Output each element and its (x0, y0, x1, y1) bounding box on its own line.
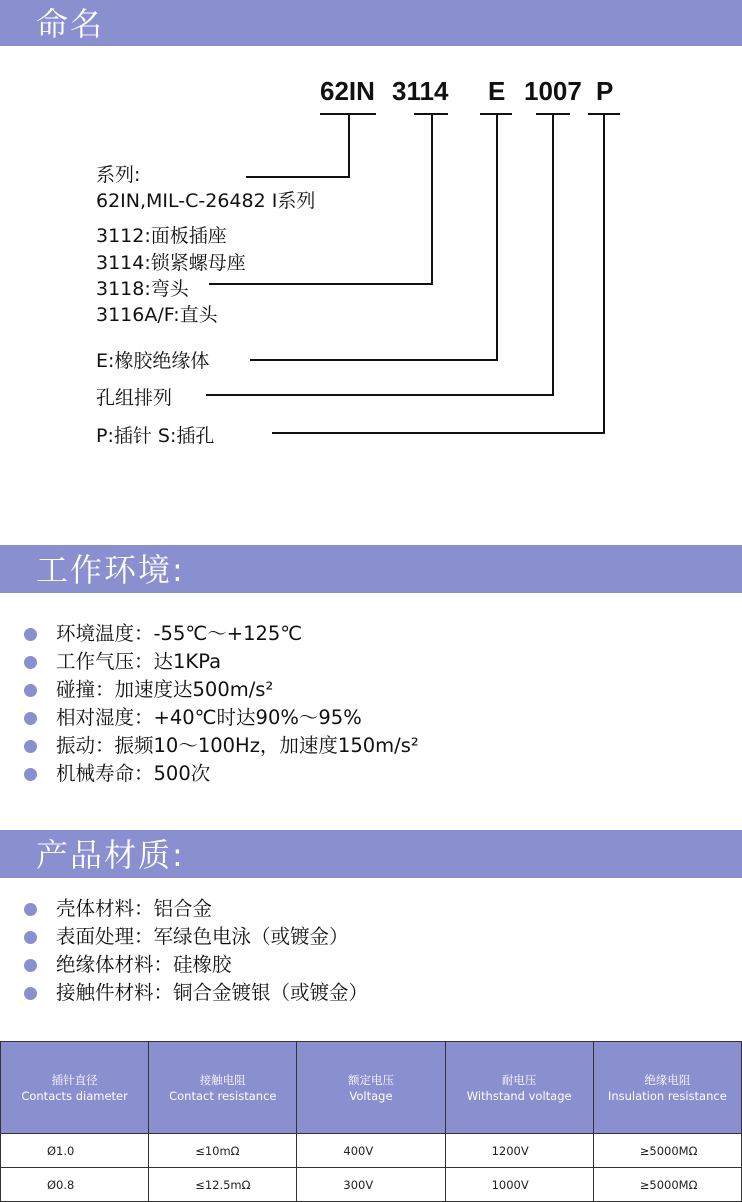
materials-header-band (0, 830, 742, 878)
list-item: 环境温度：-55℃～+125℃ (24, 620, 419, 648)
list-item: 相对湿度：+40℃时达90%～95% (24, 704, 419, 732)
environment-title: 工作环境: (36, 551, 185, 589)
table-cell: ≤12.5mΩ (149, 1168, 297, 1202)
bullet-dot-icon (24, 684, 37, 697)
table-cell: 400V (297, 1134, 445, 1168)
table-row (1, 1168, 742, 1202)
bullet-dot-icon (24, 959, 37, 972)
table-cell: 1200V (445, 1134, 593, 1168)
contact-label: P:插针 S:插孔 (96, 425, 215, 447)
series-value: 62IN,MIL-C-26482 Ⅰ系列 (96, 190, 316, 212)
leader-horizontal-layout (206, 394, 554, 396)
header-voltage: 额定电压 Voltage (297, 1042, 445, 1134)
table-cell: 300V (297, 1168, 445, 1202)
naming-title: 命名 (36, 5, 105, 43)
table-cell: Ø1.0 (1, 1134, 149, 1168)
bullet-dot-icon (24, 903, 37, 916)
table-cell: Ø0.8 (1, 1168, 149, 1202)
list-item: 表面处理：军绿色电泳（或镀金） (24, 923, 368, 951)
bullet-dot-icon (24, 740, 37, 753)
type-3114: 3114:锁紧螺母座 (96, 252, 246, 274)
environment-header-band (0, 545, 742, 593)
header-withstand-voltage: 耐电压 Withstand voltage (445, 1042, 593, 1134)
bullet-dot-icon (24, 628, 37, 641)
list-item: 接触件材料：铜合金镀银（或镀金） (24, 979, 368, 1007)
type-3118: 3118:弯头 (96, 278, 189, 300)
leader-vertical-contact (603, 113, 605, 434)
list-item: 振动：振频10～100Hz，加速度150m/s² (24, 732, 419, 760)
table-row (1, 1134, 742, 1168)
code-part-contact: P (596, 76, 614, 106)
leader-horizontal-series (246, 176, 350, 178)
code-part-insulator: E (488, 76, 506, 106)
bullet-dot-icon (24, 656, 37, 669)
table-cell: ≤10mΩ (149, 1134, 297, 1168)
list-item: 碰撞：加速度达500m/s² (24, 676, 419, 704)
leader-vertical-type (431, 113, 433, 285)
leader-horizontal-contact (272, 432, 605, 434)
layout-label: 孔组排列 (96, 387, 173, 409)
materials-list (24, 895, 368, 1007)
bullet-dot-icon (24, 768, 37, 781)
table-cell: ≥5000MΩ (593, 1168, 741, 1202)
insulator-label: E:橡胶绝缘体 (96, 350, 210, 372)
naming-header-band (0, 0, 742, 46)
type-3116: 3116A/F:直头 (96, 304, 218, 326)
code-part-layout: 1007 (524, 76, 582, 106)
list-item: 绝缘体材料：硅橡胶 (24, 951, 368, 979)
table-cell: ≥5000MΩ (593, 1134, 741, 1168)
header-contacts-diameter: 插针直径 Contacts diameter (1, 1042, 149, 1134)
type-3112: 3112:面板插座 (96, 225, 227, 247)
bullet-dot-icon (24, 931, 37, 944)
code-part-type: 3114 (392, 76, 449, 106)
leader-vertical-series (348, 113, 350, 178)
table-cell: 1000V (445, 1168, 593, 1202)
list-item: 机械寿命：500次 (24, 760, 419, 788)
header-contact-resistance: 接触电阻 Contact resistance (149, 1042, 297, 1134)
list-item: 工作气压：达1KPa (24, 648, 419, 676)
table-header-row (1, 1042, 742, 1134)
bullet-dot-icon (24, 712, 37, 725)
series-label: 系列: (96, 164, 141, 186)
leader-horizontal-type (209, 283, 433, 285)
spec-table (0, 1041, 742, 1202)
leader-vertical-layout (552, 113, 554, 396)
code-part-series: 62IN (320, 76, 375, 106)
materials-title: 产品材质: (36, 836, 185, 874)
environment-list (24, 620, 419, 788)
bullet-dot-icon (24, 987, 37, 1000)
leader-horizontal-insulator (250, 359, 498, 361)
header-insulation-resistance: 绝缘电阻 Insulation resistance (593, 1042, 741, 1134)
list-item: 壳体材料：铝合金 (24, 895, 368, 923)
leader-vertical-insulator (496, 113, 498, 361)
